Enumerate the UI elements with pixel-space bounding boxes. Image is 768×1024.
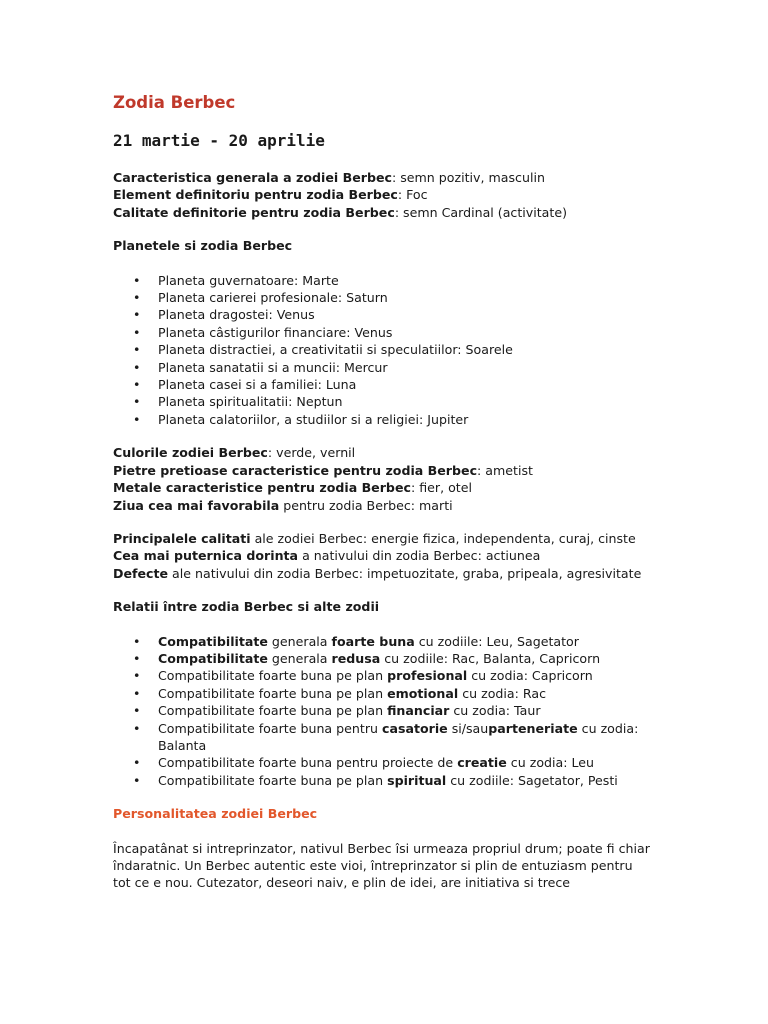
- planet-list-item: • Planeta câstigurilor financiare: Venus: [113, 324, 653, 341]
- date-range: 21 martie - 20 aprilie: [113, 131, 325, 150]
- general-row-value: : Foc: [397, 187, 428, 203]
- relation-text: Compatibilitate foarte buna pentru proiecte de: [158, 755, 458, 771]
- relation-emphasis: Compatibilitate: [158, 633, 268, 649]
- attribute-row-label: Culorile zodiei Berbec: [113, 445, 268, 461]
- relation-text: cu zodiile: Leu, Sagetator: [414, 633, 579, 649]
- general-row-label: Caracteristica generala a zodiei Berbec: [113, 170, 392, 185]
- planet-list-item: • Planeta dragostei: Venus: [113, 306, 653, 323]
- attribute-row: [113, 479, 653, 496]
- relation-text: Compatibilitate foarte buna pentru: [158, 720, 382, 736]
- relation-list-item: [113, 650, 653, 667]
- attribute-row-value: : verde, vernil: [267, 445, 356, 461]
- relation-emphasis: foarte buna: [331, 633, 415, 649]
- relation-list-item: [113, 720, 653, 755]
- quality-row: [113, 565, 653, 582]
- quality-row: [113, 547, 653, 564]
- relation-text: generala: [267, 650, 332, 666]
- relation-list-item: [113, 685, 653, 702]
- relation-emphasis: casatorie: [381, 720, 448, 736]
- general-row: [113, 169, 653, 186]
- relation-emphasis: spiritual: [387, 772, 447, 788]
- attribute-row-value: : fier, otel: [410, 480, 472, 496]
- attributes-section: [113, 444, 653, 514]
- planet-list-item: • Planeta carierei profesionale: Saturn: [113, 289, 653, 306]
- relation-text: Compatibilitate foarte buna pe plan: [158, 668, 388, 684]
- relation-text: Compatibilitate foarte buna pe plan: [158, 703, 388, 719]
- quality-row: [113, 530, 653, 547]
- relation-text: Compatibilitate foarte buna pe plan: [158, 772, 388, 788]
- relation-text: cu zodiile: Sagetator, Pesti: [446, 772, 618, 788]
- quality-row-label: Defecte: [113, 565, 169, 581]
- quality-row-value: ale zodiei Berbec: energie fizica, independenta, curaj, cinste: [250, 530, 636, 546]
- general-row-label: Calitate definitorie pentru zodia Berbec: [113, 204, 395, 220]
- attribute-row-value: pentru zodia Berbec: marti: [279, 497, 453, 513]
- relation-text: cu zodia: Leu: [506, 755, 595, 771]
- document-content: [113, 92, 653, 892]
- relations-heading: Relatii între zodia Berbec si alte zodii: [113, 599, 380, 615]
- personality-heading: Personalitatea zodiei Berbec: [113, 806, 318, 822]
- relation-emphasis: creatie: [457, 755, 507, 771]
- quality-row-value: a nativului din zodia Berbec: actiunea: [298, 548, 541, 564]
- attribute-row-value: : ametist: [477, 462, 533, 478]
- quality-row-label: Principalele calitati: [113, 530, 251, 546]
- general-row-value: : semn pozitiv, masculin: [391, 170, 545, 185]
- relations-list: [113, 633, 653, 790]
- qualities-section: [113, 530, 653, 582]
- planet-list-item: • Planeta casei si a familiei: Luna: [113, 376, 653, 393]
- planet-list-item: • Planeta spiritualitatii: Neptun: [113, 393, 653, 410]
- relation-list-item: [113, 754, 653, 771]
- planet-list-item: • Planeta distractiei, a creativitatii si speculatiilor: Soarele: [113, 341, 653, 358]
- relation-emphasis: financiar: [387, 703, 450, 719]
- quality-row-label: Cea mai puternica dorinta: [113, 548, 299, 564]
- relation-emphasis: emotional: [387, 685, 459, 701]
- quality-row-value: ale nativului din zodia Berbec: impetuozitate, graba, pripeala, agresivitate: [168, 565, 642, 581]
- attribute-row: [113, 497, 653, 514]
- relation-text: generala: [267, 633, 332, 649]
- planet-list-item: • Planeta sanatatii si a muncii: Mercur: [113, 359, 653, 376]
- general-section: [113, 169, 653, 221]
- page-title: Zodia Berbec: [113, 93, 236, 112]
- relation-text: cu zodia: Balanta: [158, 720, 639, 753]
- relation-emphasis: Compatibilitate: [158, 650, 268, 666]
- attribute-row: [113, 444, 653, 461]
- relation-emphasis: redusa: [331, 650, 381, 666]
- relation-text: cu zodia: Taur: [449, 703, 541, 719]
- planets-list: [113, 272, 653, 429]
- general-row: [113, 204, 653, 221]
- relation-emphasis: profesional: [387, 668, 468, 684]
- attribute-row-label: Ziua cea mai favorabila: [113, 497, 280, 513]
- relation-text: si/sau: [447, 720, 489, 736]
- general-row-label: Element definitoriu pentru zodia Berbec: [113, 187, 398, 203]
- relation-text: Compatibilitate foarte buna pe plan: [158, 685, 388, 701]
- planet-list-item: • Planeta guvernatoare: Marte: [113, 272, 653, 289]
- attribute-row-label: Metale caracteristice pentru zodia Berbec: [113, 480, 411, 496]
- relation-text: cu zodiile: Rac, Balanta, Capricorn: [380, 650, 601, 666]
- relation-list-item: [113, 667, 653, 684]
- personality-text: Încapatânat si intreprinzator, nativul Berbec îsi urmeaza propriul drum; poate fi chiar îndaratnic. Un Berbec autentic este vioi, întreprinzator si plin de entuziasm pentru tot ce e nou. Cutezator, deseori naiv, e plin de idei, are initiativa si trece: [113, 840, 650, 891]
- attribute-row: [113, 462, 653, 479]
- relation-list-item: [113, 702, 653, 719]
- attribute-row-label: Pietre pretioase caracteristice pentru zodia Berbec: [113, 462, 478, 478]
- general-row-value: : semn Cardinal (activitate): [394, 204, 567, 220]
- planets-heading: Planetele si zodia Berbec: [113, 238, 293, 254]
- relation-text: cu zodia: Capricorn: [467, 668, 593, 684]
- relation-list-item: [113, 633, 653, 650]
- relation-text: cu zodia: Rac: [458, 685, 546, 701]
- general-row: [113, 186, 653, 203]
- relation-list-item: [113, 772, 653, 789]
- planet-list-item: • Planeta calatoriilor, a studiilor si a religiei: Jupiter: [113, 411, 653, 428]
- relation-emphasis: parteneriate: [488, 720, 578, 736]
